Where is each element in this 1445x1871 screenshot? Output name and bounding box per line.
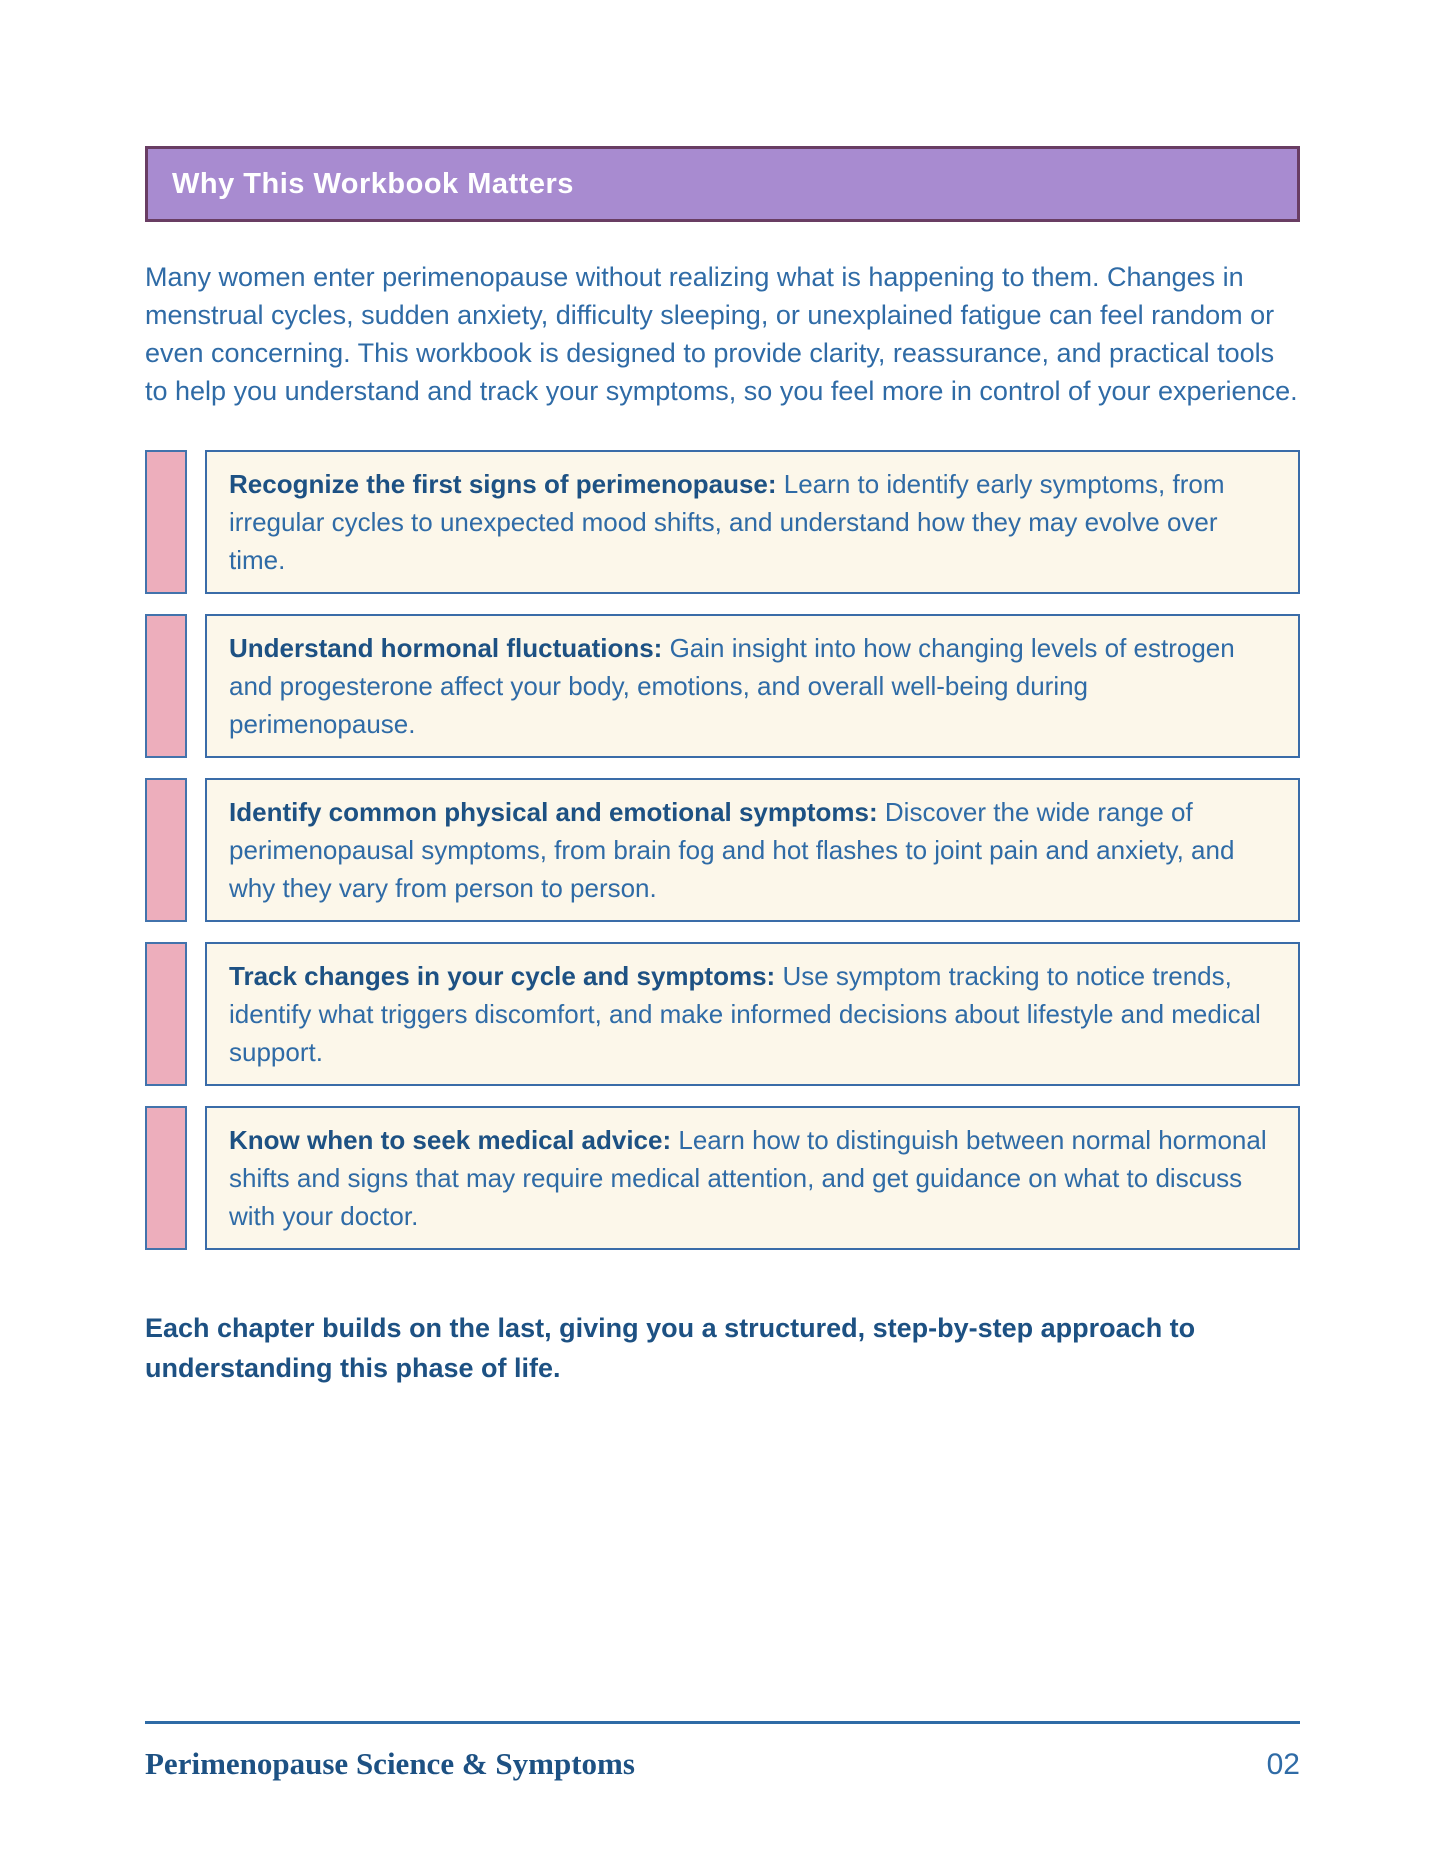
closing-paragraph: Each chapter builds on the last, giving you a structured, step-by-step approach to understanding this phase of life. xyxy=(145,1313,1196,1383)
benefit-box xyxy=(205,1106,1300,1250)
footer-document-title: Perimenopause Science & Symptoms xyxy=(145,1746,635,1781)
benefit-body: Learn to identify early symptoms, from irregular cycles to unexpected mood shifts, and understand how they may evolve over time. xyxy=(229,469,1225,575)
list-item xyxy=(145,614,1300,758)
benefit-text xyxy=(229,1121,1278,1235)
accent-bar xyxy=(145,614,187,758)
benefit-text xyxy=(229,793,1278,907)
accent-bar xyxy=(145,942,187,1086)
list-item xyxy=(145,778,1300,922)
page-footer xyxy=(145,1721,1300,1782)
benefit-body: Gain insight into how changing levels of estrogen and progesterone affect your body, emotions, and overall well-being during perimenopause. xyxy=(229,633,1235,739)
benefit-body: Use symptom tracking to notice trends, identify what triggers discomfort, and make informed decisions about lifestyle and medical support. xyxy=(229,961,1261,1067)
benefit-body: Discover the wide range of perimenopausal symptoms, from brain fog and hot flashes to joint pain and anxiety, and why they vary from person to person. xyxy=(229,797,1235,903)
accent-bar xyxy=(145,450,187,594)
benefit-box xyxy=(205,614,1300,758)
list-item xyxy=(145,942,1300,1086)
benefit-text xyxy=(229,629,1278,743)
benefit-body: Learn how to distinguish between normal hormonal shifts and signs that may require medical attention, and get guidance on what to discuss with your doctor. xyxy=(229,1125,1267,1231)
benefit-lead: Know when to seek medical advice: xyxy=(229,1125,672,1155)
benefit-box xyxy=(205,450,1300,594)
benefit-lead: Recognize the first signs of perimenopause: xyxy=(229,469,777,499)
section-title: Why This Workbook Matters xyxy=(172,167,574,200)
accent-bar xyxy=(145,778,187,922)
benefit-box xyxy=(205,942,1300,1086)
benefit-lead: Identify common physical and emotional symptoms: xyxy=(229,797,878,827)
intro-paragraph: Many women enter perimenopause without realizing what is happening to them. Changes in menstrual cycles, sudden anxiety, difficulty sleeping, or unexplained fatigue can feel random or even concerning. This workbook is designed to provide clarity, reassurance, and practical tools to help you understand and track your symptoms, so you feel more in control of your experience. xyxy=(145,262,1298,406)
list-item xyxy=(145,450,1300,594)
list-item xyxy=(145,1106,1300,1250)
benefit-lead: Track changes in your cycle and symptoms: xyxy=(229,961,776,991)
benefit-text xyxy=(229,957,1278,1071)
benefit-lead: Understand hormonal fluctuations: xyxy=(229,633,663,663)
benefit-list xyxy=(145,450,1300,1250)
accent-bar xyxy=(145,1106,187,1250)
benefit-text xyxy=(229,465,1278,579)
page-number: 02 xyxy=(1266,1748,1300,1781)
section-header-banner xyxy=(145,146,1300,222)
benefit-box xyxy=(205,778,1300,922)
